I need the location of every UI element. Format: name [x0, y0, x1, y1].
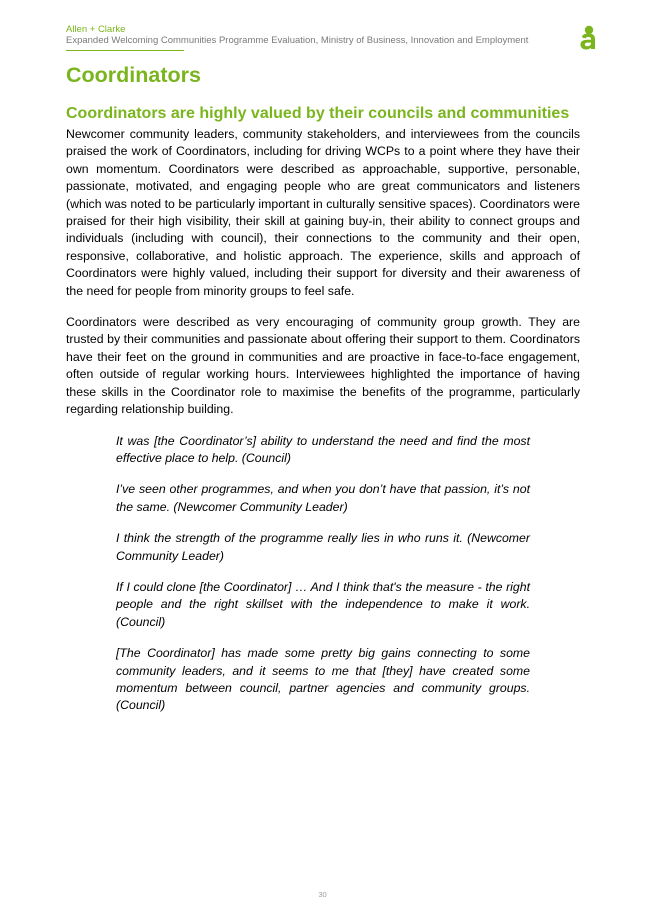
quote: I’ve seen other programmes, and when you don’t have that passion, it’s not the same. (Newcomer Community Leader) [116, 482, 530, 514]
quote: I think the strength of the programme really lies in who runs it. (Newcomer Community Leader) [116, 531, 530, 563]
quote: It was [the Coordinator’s] ability to understand the need and find the most effective place to help. (Council) [116, 433, 530, 465]
header-report-title: Expanded Welcoming Communities Programme Evaluation, Ministry of Business, Innovation and Employment [66, 35, 529, 46]
page-number: 30 [318, 890, 327, 899]
main-content [66, 104, 580, 729]
header-divider [66, 50, 184, 51]
body-paragraph: Coordinators were described as very encouraging of community group growth. They are trusted by their communities and passionate about offering their support to them. Coordinators have their feet on the ground in communities and are proactive in face-to-face engagement, often outside of regular working hours. Interviewees highlighted the importance of having these skills in the Coordinator role to maximise the benefits of the programme, particularly regarding relationship building. [66, 315, 580, 417]
section-heading: Coordinators are highly valued by their councils and communities [66, 105, 570, 122]
quote: If I could clone [the Coordinator] … And I think that's the measure - the right people and the right skillset with the independence to make it work. (Council) [116, 579, 530, 629]
body-paragraph: Newcomer community leaders, community stakeholders, and interviewees from the councils praised the work of Coordinators, including for driving WCPs to a point where they have their own momentum. Coordinators were described as approachable, supportive, personable, passionate, motivated, and engaging people who are great communicators and listeners (which was noted to be particularly important in culturally sensitive spaces). Coordinators were praised for their high visibility, their skill at gaining buy-in, their ability to connect groups and individuals (including with council), their connections to the community and their open, responsive, collaborative, and holistic approach. The experience, skills and approach of Coordinators were highly valued, including their support for diversity and their awareness of the need for people from minority groups to feel safe. [66, 127, 580, 298]
page-title: Coordinators [66, 63, 201, 87]
header-company-name: Allen + Clarke [66, 24, 126, 35]
quote: [The Coordinator] has made some pretty big gains connecting to some community leaders, and it seems to me that [they] have created some momentum between council, partner agencies and community groups. (Council) [116, 646, 530, 713]
page-header [66, 24, 586, 51]
quote-block [116, 433, 530, 715]
allen-clarke-logo-icon [576, 24, 600, 50]
